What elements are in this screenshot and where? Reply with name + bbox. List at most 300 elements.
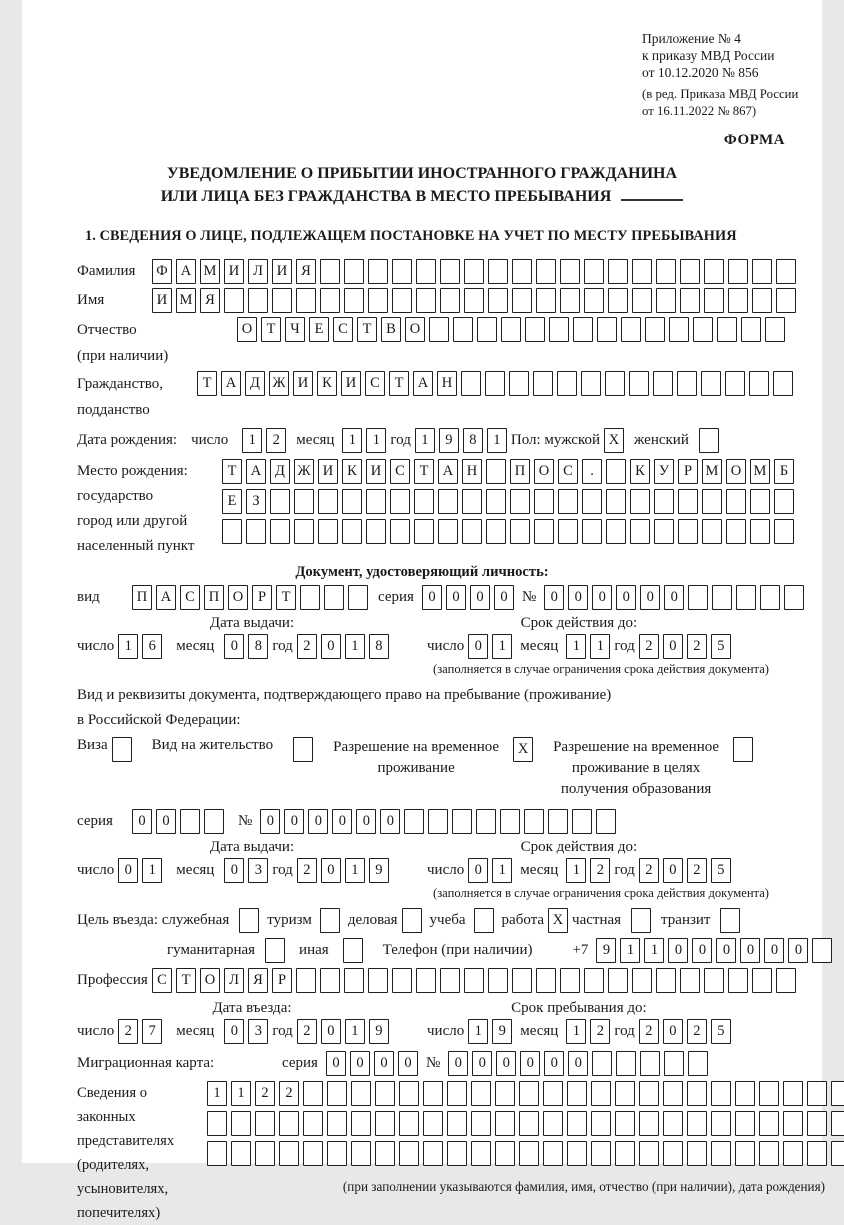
char-cell[interactable]	[621, 317, 641, 342]
char-cell[interactable]	[392, 968, 412, 993]
char-cell[interactable]	[645, 317, 665, 342]
char-cell[interactable]: Ф	[152, 259, 172, 284]
permit-issue-day-cells[interactable]	[118, 858, 162, 883]
char-cell[interactable]: 0	[640, 585, 660, 610]
char-cell[interactable]	[750, 519, 770, 544]
char-cell[interactable]: 1	[566, 858, 586, 883]
char-cell[interactable]: 0	[446, 585, 466, 610]
char-cell[interactable]: О	[405, 317, 425, 342]
char-cell[interactable]	[320, 259, 340, 284]
char-cell[interactable]	[318, 489, 338, 514]
char-cell[interactable]	[222, 519, 242, 544]
char-cell[interactable]	[368, 259, 388, 284]
char-cell[interactable]: И	[224, 259, 244, 284]
char-cell[interactable]	[416, 288, 436, 313]
char-cell[interactable]	[471, 1111, 491, 1136]
char-cell[interactable]: 0	[468, 634, 488, 659]
char-cell[interactable]	[606, 489, 626, 514]
char-cell[interactable]	[752, 259, 772, 284]
char-cell[interactable]	[293, 737, 313, 762]
char-cell[interactable]: 1	[644, 938, 664, 963]
char-cell[interactable]: Т	[176, 968, 196, 993]
char-cell[interactable]	[525, 317, 545, 342]
char-cell[interactable]	[693, 317, 713, 342]
char-cell[interactable]	[512, 259, 532, 284]
char-cell[interactable]: .	[582, 459, 602, 484]
visa-checkbox[interactable]	[112, 737, 132, 762]
char-cell[interactable]: 0	[716, 938, 736, 963]
char-cell[interactable]	[678, 489, 698, 514]
char-cell[interactable]: 1	[345, 858, 365, 883]
char-cell[interactable]: 0	[663, 858, 683, 883]
char-cell[interactable]	[402, 908, 422, 933]
char-cell[interactable]	[440, 259, 460, 284]
char-cell[interactable]	[581, 371, 601, 396]
char-cell[interactable]: 1	[207, 1081, 227, 1106]
char-cell[interactable]: 1	[118, 634, 138, 659]
sex-female-checkbox[interactable]	[699, 428, 719, 453]
purpose-business-checkbox[interactable]	[402, 908, 422, 933]
name-cells[interactable]	[152, 288, 796, 313]
char-cell[interactable]	[543, 1081, 563, 1106]
char-cell[interactable]	[248, 288, 268, 313]
char-cell[interactable]: Р	[252, 585, 272, 610]
char-cell[interactable]	[447, 1111, 467, 1136]
char-cell[interactable]	[688, 585, 708, 610]
char-cell[interactable]	[615, 1111, 635, 1136]
doc-valid-day-cells[interactable]	[468, 634, 512, 659]
char-cell[interactable]: П	[510, 459, 530, 484]
char-cell[interactable]	[536, 968, 556, 993]
char-cell[interactable]: А	[438, 459, 458, 484]
stay-year-cells[interactable]	[639, 1019, 731, 1044]
char-cell[interactable]	[519, 1141, 539, 1166]
char-cell[interactable]: И	[152, 288, 172, 313]
char-cell[interactable]	[368, 968, 388, 993]
char-cell[interactable]: 0	[326, 1051, 346, 1076]
char-cell[interactable]	[728, 259, 748, 284]
char-cell[interactable]	[591, 1111, 611, 1136]
char-cell[interactable]: 0	[308, 809, 328, 834]
char-cell[interactable]	[272, 288, 292, 313]
purpose-study-checkbox[interactable]	[474, 908, 494, 933]
char-cell[interactable]: 8	[369, 634, 389, 659]
char-cell[interactable]: 0	[132, 809, 152, 834]
citizenship-cells[interactable]	[197, 371, 793, 396]
char-cell[interactable]	[485, 371, 505, 396]
char-cell[interactable]	[348, 585, 368, 610]
phone-cells[interactable]	[596, 938, 832, 963]
char-cell[interactable]	[664, 1051, 684, 1076]
char-cell[interactable]	[584, 288, 604, 313]
char-cell[interactable]: 0	[321, 858, 341, 883]
char-cell[interactable]	[663, 1111, 683, 1136]
char-cell[interactable]	[464, 259, 484, 284]
char-cell[interactable]	[318, 519, 338, 544]
char-cell[interactable]	[597, 317, 617, 342]
char-cell[interactable]	[663, 1081, 683, 1106]
char-cell[interactable]: 1	[492, 634, 512, 659]
char-cell[interactable]	[524, 809, 544, 834]
char-cell[interactable]	[300, 585, 320, 610]
char-cell[interactable]	[543, 1111, 563, 1136]
char-cell[interactable]: А	[156, 585, 176, 610]
char-cell[interactable]: З	[246, 489, 266, 514]
char-cell[interactable]	[534, 489, 554, 514]
char-cell[interactable]: 0	[568, 1051, 588, 1076]
char-cell[interactable]: 1	[345, 1019, 365, 1044]
char-cell[interactable]	[414, 519, 434, 544]
char-cell[interactable]	[704, 968, 724, 993]
char-cell[interactable]: X	[604, 428, 624, 453]
char-cell[interactable]: И	[366, 459, 386, 484]
char-cell[interactable]: 1	[142, 858, 162, 883]
char-cell[interactable]	[582, 489, 602, 514]
char-cell[interactable]: Т	[276, 585, 296, 610]
char-cell[interactable]	[591, 1141, 611, 1166]
char-cell[interactable]	[632, 259, 652, 284]
char-cell[interactable]	[784, 585, 804, 610]
char-cell[interactable]: 2	[118, 1019, 138, 1044]
char-cell[interactable]: 0	[664, 585, 684, 610]
char-cell[interactable]	[112, 737, 132, 762]
migration-card-series-cells[interactable]	[326, 1051, 418, 1076]
permit-number-cells[interactable]	[260, 809, 616, 834]
char-cell[interactable]	[351, 1141, 371, 1166]
char-cell[interactable]: 0	[494, 585, 514, 610]
permit-series-cells[interactable]	[132, 809, 224, 834]
char-cell[interactable]	[606, 519, 626, 544]
char-cell[interactable]: И	[272, 259, 292, 284]
char-cell[interactable]	[701, 371, 721, 396]
permit-valid-month-cells[interactable]	[566, 858, 610, 883]
char-cell[interactable]	[573, 317, 593, 342]
char-cell[interactable]	[320, 908, 340, 933]
char-cell[interactable]	[639, 1111, 659, 1136]
char-cell[interactable]	[735, 1081, 755, 1106]
char-cell[interactable]	[749, 371, 769, 396]
purpose-other-checkbox[interactable]	[343, 938, 363, 963]
char-cell[interactable]: Т	[261, 317, 281, 342]
char-cell[interactable]	[807, 1111, 827, 1136]
char-cell[interactable]: Я	[248, 968, 268, 993]
char-cell[interactable]	[342, 519, 362, 544]
surname-cells[interactable]	[152, 259, 796, 284]
char-cell[interactable]: 2	[639, 858, 659, 883]
char-cell[interactable]	[536, 259, 556, 284]
representatives-cells-row2[interactable]	[207, 1111, 844, 1136]
char-cell[interactable]	[423, 1111, 443, 1136]
char-cell[interactable]: А	[246, 459, 266, 484]
char-cell[interactable]	[519, 1081, 539, 1106]
temp-permit-checkbox[interactable]	[513, 737, 533, 762]
char-cell[interactable]	[711, 1081, 731, 1106]
char-cell[interactable]	[712, 585, 732, 610]
char-cell[interactable]	[728, 968, 748, 993]
char-cell[interactable]	[629, 371, 649, 396]
char-cell[interactable]: Н	[462, 459, 482, 484]
char-cell[interactable]: В	[381, 317, 401, 342]
char-cell[interactable]	[452, 809, 472, 834]
char-cell[interactable]: Ч	[285, 317, 305, 342]
char-cell[interactable]	[495, 1141, 515, 1166]
doc-issue-year-cells[interactable]	[297, 634, 389, 659]
stay-day-cells[interactable]	[468, 1019, 512, 1044]
char-cell[interactable]: 0	[224, 634, 244, 659]
char-cell[interactable]	[558, 489, 578, 514]
doc-valid-year-cells[interactable]	[639, 634, 731, 659]
char-cell[interactable]: С	[152, 968, 172, 993]
char-cell[interactable]: 0	[663, 1019, 683, 1044]
char-cell[interactable]	[488, 259, 508, 284]
char-cell[interactable]	[294, 489, 314, 514]
char-cell[interactable]	[608, 259, 628, 284]
char-cell[interactable]: О	[534, 459, 554, 484]
char-cell[interactable]	[344, 288, 364, 313]
char-cell[interactable]	[351, 1081, 371, 1106]
char-cell[interactable]	[704, 259, 724, 284]
char-cell[interactable]	[591, 1081, 611, 1106]
purpose-official-checkbox[interactable]	[239, 908, 259, 933]
permit-valid-day-cells[interactable]	[468, 858, 512, 883]
char-cell[interactable]	[501, 317, 521, 342]
char-cell[interactable]: 2	[255, 1081, 275, 1106]
char-cell[interactable]	[303, 1111, 323, 1136]
char-cell[interactable]	[783, 1141, 803, 1166]
char-cell[interactable]	[582, 519, 602, 544]
char-cell[interactable]	[204, 809, 224, 834]
char-cell[interactable]	[296, 968, 316, 993]
char-cell[interactable]	[476, 809, 496, 834]
char-cell[interactable]: 1	[366, 428, 386, 453]
char-cell[interactable]: О	[726, 459, 746, 484]
char-cell[interactable]	[423, 1141, 443, 1166]
char-cell[interactable]	[687, 1141, 707, 1166]
char-cell[interactable]	[303, 1141, 323, 1166]
char-cell[interactable]: 0	[472, 1051, 492, 1076]
char-cell[interactable]	[342, 489, 362, 514]
char-cell[interactable]: И	[293, 371, 313, 396]
char-cell[interactable]	[783, 1111, 803, 1136]
char-cell[interactable]	[735, 1111, 755, 1136]
char-cell[interactable]: С	[333, 317, 353, 342]
char-cell[interactable]	[735, 1141, 755, 1166]
char-cell[interactable]	[640, 1051, 660, 1076]
char-cell[interactable]	[390, 489, 410, 514]
char-cell[interactable]	[440, 968, 460, 993]
char-cell[interactable]: Т	[222, 459, 242, 484]
char-cell[interactable]	[704, 288, 724, 313]
char-cell[interactable]: 0	[332, 809, 352, 834]
char-cell[interactable]	[752, 288, 772, 313]
char-cell[interactable]	[669, 317, 689, 342]
char-cell[interactable]	[324, 585, 344, 610]
char-cell[interactable]: 0	[520, 1051, 540, 1076]
char-cell[interactable]	[255, 1141, 275, 1166]
char-cell[interactable]	[428, 809, 448, 834]
char-cell[interactable]: Ж	[269, 371, 289, 396]
char-cell[interactable]: 1	[345, 634, 365, 659]
char-cell[interactable]	[702, 489, 722, 514]
char-cell[interactable]: С	[365, 371, 385, 396]
char-cell[interactable]	[596, 809, 616, 834]
char-cell[interactable]: Д	[245, 371, 265, 396]
stay-month-cells[interactable]	[566, 1019, 610, 1044]
doc-valid-month-cells[interactable]	[566, 634, 610, 659]
char-cell[interactable]	[462, 489, 482, 514]
char-cell[interactable]	[270, 519, 290, 544]
char-cell[interactable]	[711, 1141, 731, 1166]
char-cell[interactable]	[327, 1141, 347, 1166]
char-cell[interactable]	[654, 519, 674, 544]
char-cell[interactable]: 5	[711, 1019, 731, 1044]
char-cell[interactable]: 1	[620, 938, 640, 963]
char-cell[interactable]	[560, 968, 580, 993]
char-cell[interactable]: 0	[321, 634, 341, 659]
char-cell[interactable]: Я	[200, 288, 220, 313]
char-cell[interactable]: Р	[678, 459, 698, 484]
char-cell[interactable]: 9	[596, 938, 616, 963]
char-cell[interactable]	[392, 259, 412, 284]
char-cell[interactable]	[344, 259, 364, 284]
char-cell[interactable]: 2	[639, 634, 659, 659]
char-cell[interactable]	[180, 809, 200, 834]
char-cell[interactable]	[812, 938, 832, 963]
doc-issue-month-cells[interactable]	[224, 634, 268, 659]
char-cell[interactable]	[717, 317, 737, 342]
char-cell[interactable]	[375, 1081, 395, 1106]
char-cell[interactable]	[720, 908, 740, 933]
char-cell[interactable]	[399, 1141, 419, 1166]
purpose-tourism-checkbox[interactable]	[320, 908, 340, 933]
char-cell[interactable]: 0	[260, 809, 280, 834]
char-cell[interactable]	[488, 288, 508, 313]
char-cell[interactable]	[765, 317, 785, 342]
representatives-cells-row3[interactable]	[207, 1141, 844, 1166]
doc-series-cells[interactable]	[422, 585, 514, 610]
permit-issue-month-cells[interactable]	[224, 858, 268, 883]
representatives-cells-row1[interactable]	[207, 1081, 844, 1106]
char-cell[interactable]: Е	[309, 317, 329, 342]
char-cell[interactable]: 0	[224, 1019, 244, 1044]
char-cell[interactable]: Я	[296, 259, 316, 284]
char-cell[interactable]: О	[200, 968, 220, 993]
char-cell[interactable]	[584, 968, 604, 993]
char-cell[interactable]	[375, 1111, 395, 1136]
char-cell[interactable]	[711, 1111, 731, 1136]
char-cell[interactable]: К	[317, 371, 337, 396]
char-cell[interactable]	[567, 1081, 587, 1106]
char-cell[interactable]: 0	[356, 809, 376, 834]
char-cell[interactable]	[462, 519, 482, 544]
char-cell[interactable]	[608, 288, 628, 313]
char-cell[interactable]: Л	[224, 968, 244, 993]
char-cell[interactable]: 0	[764, 938, 784, 963]
char-cell[interactable]	[343, 938, 363, 963]
char-cell[interactable]	[608, 968, 628, 993]
char-cell[interactable]	[567, 1111, 587, 1136]
char-cell[interactable]	[807, 1141, 827, 1166]
char-cell[interactable]: Т	[357, 317, 377, 342]
char-cell[interactable]: 8	[463, 428, 483, 453]
char-cell[interactable]	[471, 1141, 491, 1166]
char-cell[interactable]	[207, 1141, 227, 1166]
char-cell[interactable]: Т	[389, 371, 409, 396]
birth-month-cells[interactable]	[342, 428, 386, 453]
char-cell[interactable]: А	[221, 371, 241, 396]
char-cell[interactable]	[296, 288, 316, 313]
char-cell[interactable]	[548, 809, 568, 834]
char-cell[interactable]: 0	[692, 938, 712, 963]
char-cell[interactable]	[366, 519, 386, 544]
purpose-private-checkbox[interactable]	[631, 908, 651, 933]
char-cell[interactable]	[471, 1081, 491, 1106]
char-cell[interactable]	[536, 288, 556, 313]
char-cell[interactable]	[752, 968, 772, 993]
char-cell[interactable]: М	[176, 288, 196, 313]
char-cell[interactable]: Т	[197, 371, 217, 396]
purpose-transit-checkbox[interactable]	[720, 908, 740, 933]
char-cell[interactable]: Р	[272, 968, 292, 993]
char-cell[interactable]: 0	[156, 809, 176, 834]
purpose-humanitarian-checkbox[interactable]	[265, 938, 285, 963]
char-cell[interactable]	[760, 585, 780, 610]
char-cell[interactable]	[399, 1111, 419, 1136]
char-cell[interactable]: Н	[437, 371, 457, 396]
char-cell[interactable]	[733, 737, 753, 762]
char-cell[interactable]: 1	[566, 1019, 586, 1044]
doc-issue-day-cells[interactable]	[118, 634, 162, 659]
residence-permit-checkbox[interactable]	[293, 737, 313, 762]
char-cell[interactable]	[453, 317, 473, 342]
char-cell[interactable]	[630, 519, 650, 544]
char-cell[interactable]: 0	[668, 938, 688, 963]
char-cell[interactable]	[736, 585, 756, 610]
char-cell[interactable]: 2	[687, 858, 707, 883]
char-cell[interactable]	[567, 1141, 587, 1166]
char-cell[interactable]	[688, 1051, 708, 1076]
char-cell[interactable]	[509, 371, 529, 396]
char-cell[interactable]	[294, 519, 314, 544]
char-cell[interactable]	[320, 968, 340, 993]
char-cell[interactable]: 0	[374, 1051, 394, 1076]
char-cell[interactable]	[447, 1081, 467, 1106]
char-cell[interactable]	[725, 371, 745, 396]
char-cell[interactable]: 2	[639, 1019, 659, 1044]
char-cell[interactable]	[474, 908, 494, 933]
char-cell[interactable]	[632, 288, 652, 313]
char-cell[interactable]: У	[654, 459, 674, 484]
char-cell[interactable]: 2	[590, 1019, 610, 1044]
char-cell[interactable]	[653, 371, 673, 396]
char-cell[interactable]: М	[200, 259, 220, 284]
char-cell[interactable]	[741, 317, 761, 342]
birthplace-cells-row1[interactable]	[222, 459, 794, 484]
char-cell[interactable]: 3	[248, 858, 268, 883]
birth-year-cells[interactable]	[415, 428, 507, 453]
char-cell[interactable]	[265, 938, 285, 963]
char-cell[interactable]	[759, 1081, 779, 1106]
char-cell[interactable]	[678, 519, 698, 544]
char-cell[interactable]	[464, 288, 484, 313]
char-cell[interactable]: К	[630, 459, 650, 484]
char-cell[interactable]	[366, 489, 386, 514]
char-cell[interactable]: 0	[544, 585, 564, 610]
char-cell[interactable]	[776, 968, 796, 993]
char-cell[interactable]	[231, 1111, 251, 1136]
char-cell[interactable]	[392, 288, 412, 313]
char-cell[interactable]: 0	[448, 1051, 468, 1076]
